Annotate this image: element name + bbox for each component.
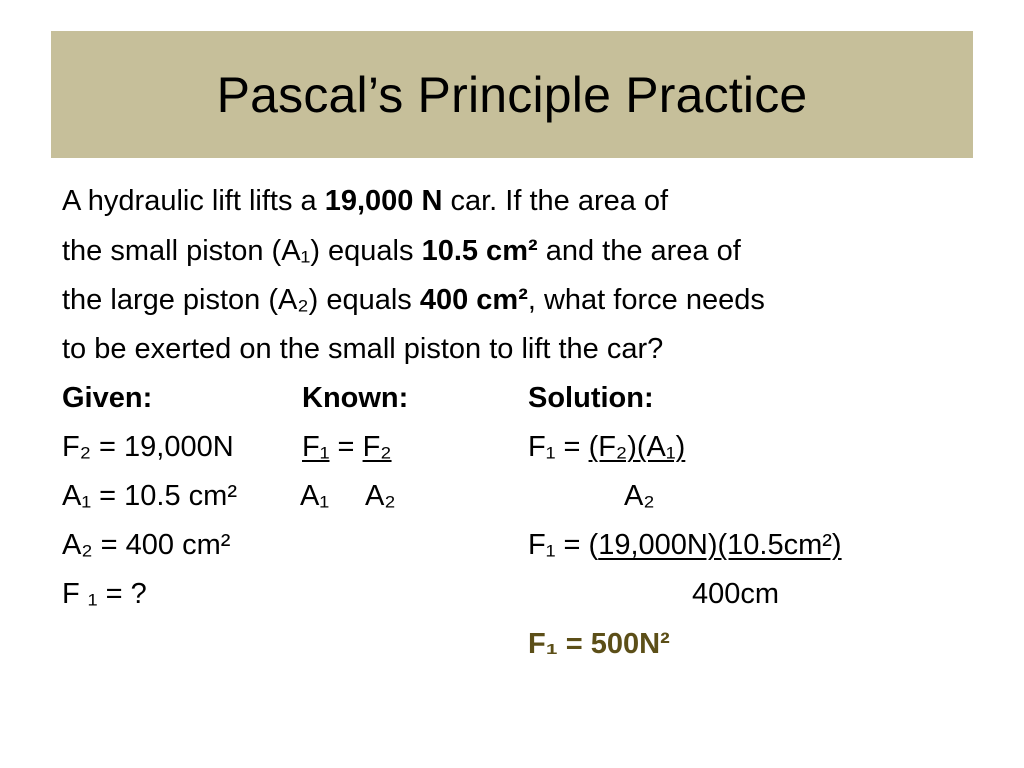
title-bar <box>51 31 973 158</box>
given-f1-unknown: F ₁ = ? <box>62 578 147 610</box>
solution-denominator-2: 400cm <box>692 578 780 610</box>
solution-lhs: F₁ = <box>528 431 589 463</box>
problem-line-1 <box>62 184 668 218</box>
solution-numerator: 19,000N)(10.5cm²) <box>598 529 842 561</box>
given-f2: F₂ = 19,000N <box>62 431 234 463</box>
final-answer: F₁ = 500N² <box>528 628 670 660</box>
given-header: Given: <box>62 382 153 414</box>
problem-text: A hydraulic lift lifts a <box>62 185 325 217</box>
solution-lhs: F₁ = ( <box>528 529 599 561</box>
slide-title: Pascal’s Principle Practice <box>216 66 808 123</box>
problem-line-4: to be exerted on the small piston to lift the car? <box>62 333 664 365</box>
solution-denominator-1: A₂ <box>624 480 655 512</box>
given-a2: A₂ = 400 cm² <box>62 529 231 561</box>
problem-text: the small piston (A₁) equals <box>62 235 422 267</box>
solution-header: Solution: <box>528 382 654 414</box>
solution-numerator: (F₂)(A₁) <box>588 431 686 463</box>
known-header: Known: <box>302 382 409 414</box>
known-denominator-a2: A₂ <box>365 480 396 512</box>
problem-text: the large piston (A₂) equals <box>62 284 420 316</box>
known-denominator-a1: A₁ <box>300 480 330 512</box>
car-weight: 19,000 N <box>324 185 443 217</box>
small-piston-area: 10.5 cm² <box>421 235 538 267</box>
large-piston-area: 400 cm² <box>419 284 528 316</box>
known-f2: F₂ <box>362 431 392 463</box>
known-f1: F₁ <box>302 431 330 463</box>
given-a1: A₁ = 10.5 cm² <box>62 480 237 512</box>
solution-step-2 <box>528 528 842 562</box>
problem-text: and the area of <box>537 235 741 267</box>
known-equation <box>302 430 392 464</box>
equals-sign: = <box>329 431 363 463</box>
problem-text: , what force needs <box>527 284 765 316</box>
solution-step-1 <box>528 430 685 464</box>
problem-text: car. If the area of <box>442 185 669 217</box>
problem-line-2 <box>62 234 741 268</box>
problem-line-3 <box>62 283 765 317</box>
